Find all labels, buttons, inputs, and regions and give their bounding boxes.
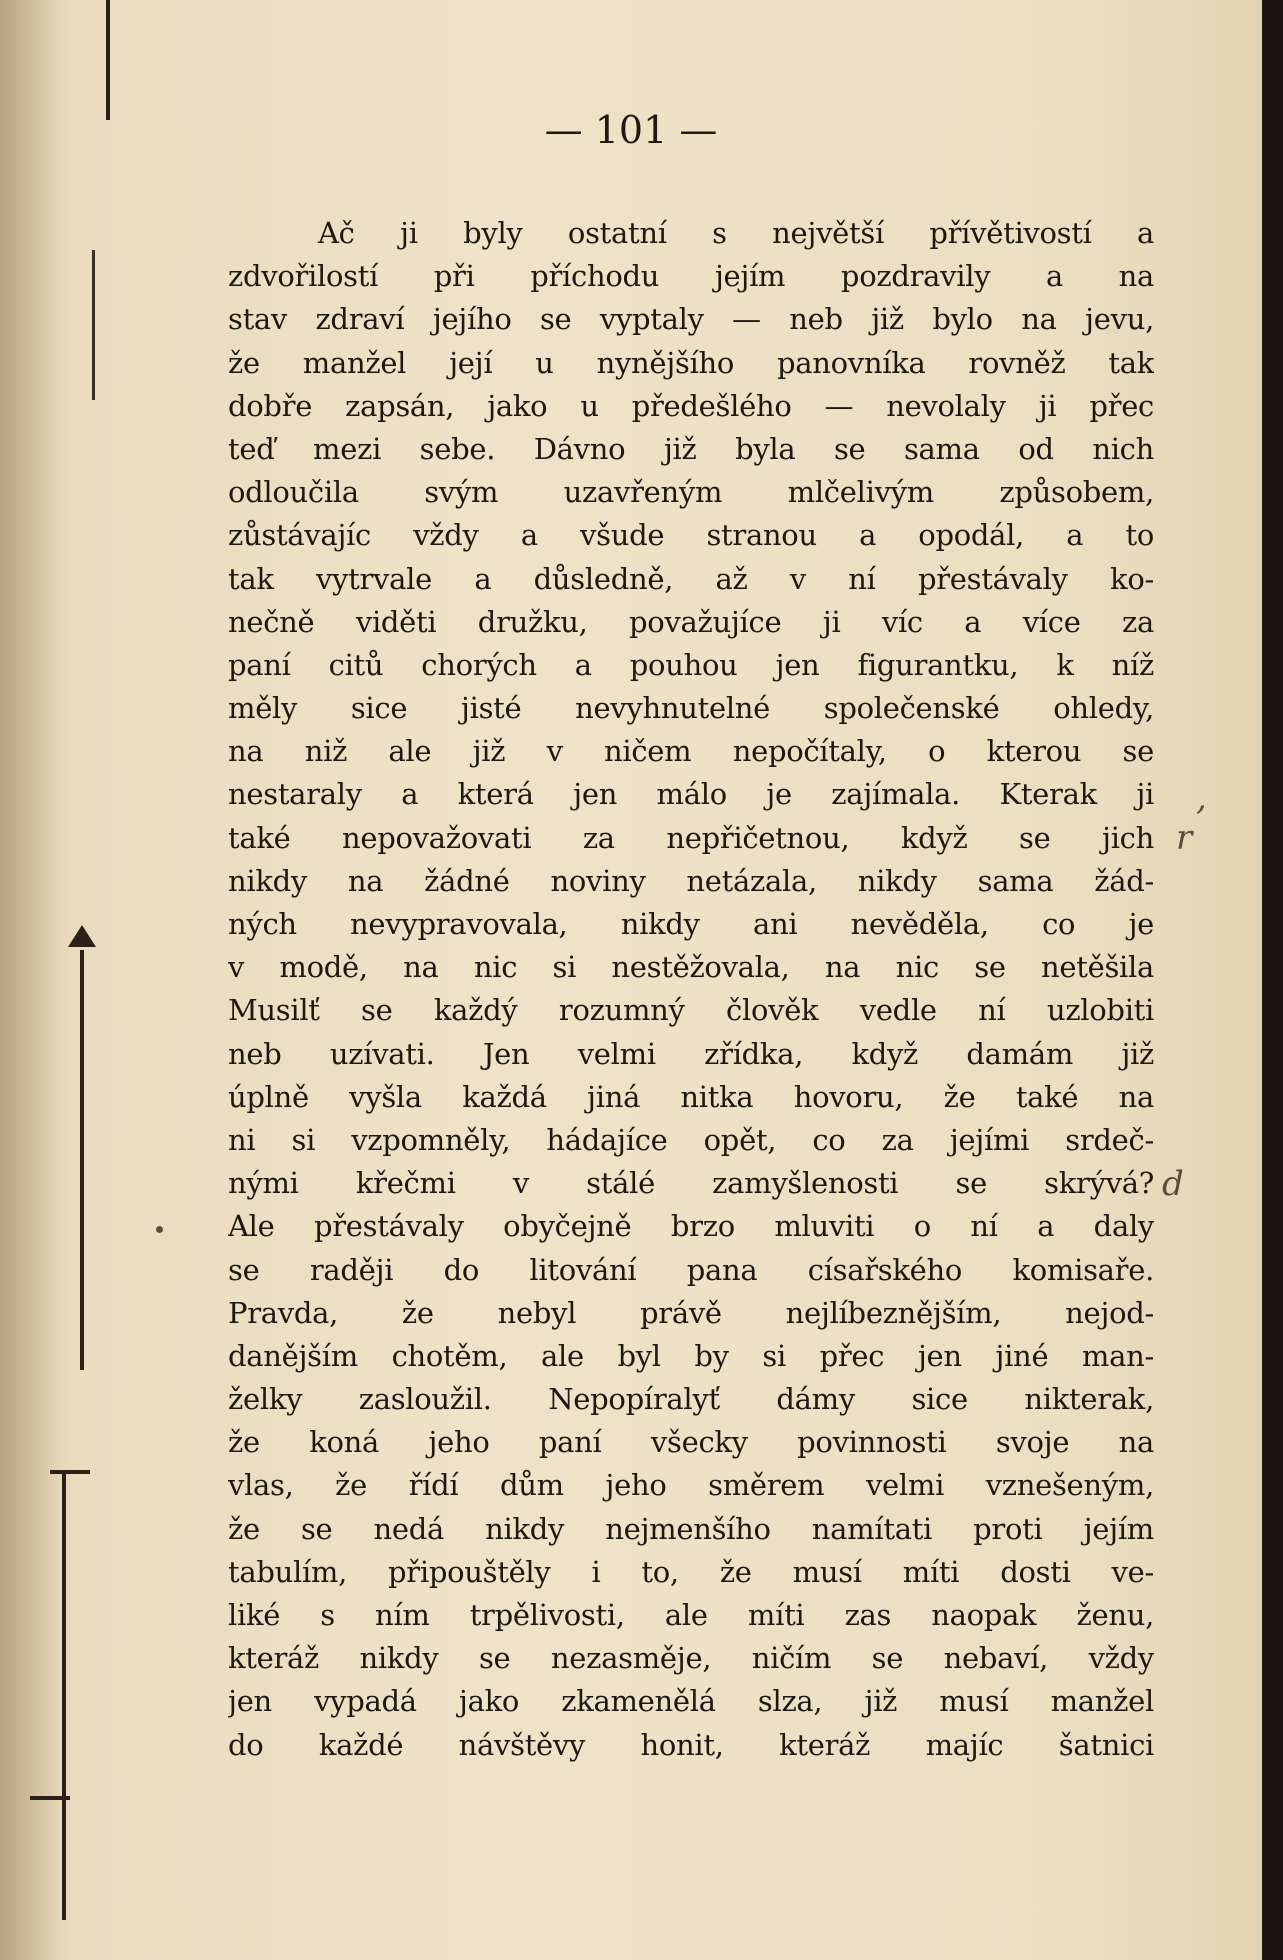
text-line: měly sice jisté nevyhnutelné společenské ohledy, bbox=[228, 691, 1154, 726]
body-text bbox=[228, 212, 1154, 1767]
text-line: tak vytrvale a důsledně, až v ní přestávaly ko- bbox=[228, 561, 1154, 596]
text-line: neb uzívati. Jen velmi zřídka, když damám již bbox=[228, 1036, 1154, 1071]
page-gutter-shadow bbox=[0, 0, 60, 1960]
text-line: paní citů chorých a pouhou jen figurantku, k níž bbox=[228, 647, 1154, 682]
text-line: odloučila svým uzavřeným mlčelivým způsobem, bbox=[228, 475, 1154, 510]
margin-tick-1 bbox=[50, 1470, 90, 1474]
text-line: ni si vzpomněly, hádajíce opět, co za jejími srdeč- bbox=[228, 1122, 1154, 1157]
text-line: na niž ale již v ničem nepočítaly, o kterou se bbox=[228, 734, 1154, 769]
text-line: úplně vyšla každá jiná nitka hovoru, že také na bbox=[228, 1079, 1154, 1114]
text-line: vlas, že řídí dům jeho směrem velmi vznešeným, bbox=[228, 1468, 1154, 1503]
text-line: danějším chotěm, ale byl by si přec jen jiné man- bbox=[228, 1338, 1154, 1373]
margin-note-d: d bbox=[1162, 1164, 1184, 1204]
text-line: zůstávajíc vždy a všude stranou a opodál, a to bbox=[228, 518, 1154, 553]
text-line: nikdy na žádné noviny netázala, nikdy sama žád- bbox=[228, 863, 1154, 898]
margin-dot bbox=[156, 1226, 163, 1233]
margin-rule-upper bbox=[92, 250, 95, 400]
text-line: že koná jeho paní všecky povinnosti svoje na bbox=[228, 1425, 1154, 1460]
text-line: ných nevypravovala, nikdy ani nevěděla, co je bbox=[228, 907, 1154, 941]
text-line: tabulím, připouštěly i to, že musí míti dosti ve- bbox=[228, 1554, 1154, 1589]
text-line: že manžel její u nynějšího panovníka rovněž tak bbox=[228, 345, 1154, 380]
text-line: Ale přestávaly obyčejně brzo mluviti o ní a daly bbox=[228, 1209, 1154, 1244]
text-line: liké s ním trpělivosti, ale míti zas naopak ženu, bbox=[228, 1598, 1154, 1632]
text-line: teď mezi sebe. Dávno již byla se sama od nich bbox=[228, 431, 1154, 466]
text-line: jen vypadá jako zkamenělá slza, již musí manžel bbox=[228, 1684, 1154, 1719]
text-line: Musilť se každý rozumný člověk vedle ní uzlobiti bbox=[228, 993, 1154, 1028]
margin-tick-2 bbox=[30, 1796, 70, 1800]
text-line: se raději do litování pana císařského komisaře. bbox=[228, 1252, 1154, 1287]
text-line: Pravda, že nebyl právě nejlíbeznějším, nejod- bbox=[228, 1295, 1154, 1330]
margin-note-comma: , bbox=[1196, 778, 1207, 818]
margin-rule-mid bbox=[80, 950, 84, 1370]
text-line: Ač ji byly ostatní s největší přívětivostí a bbox=[318, 216, 1154, 250]
text-line: želky zasloužil. Nepopíralyť dámy sice nikterak, bbox=[228, 1382, 1154, 1417]
margin-rule-lower bbox=[62, 1470, 66, 1920]
text-line: v modě, na nic si nestěžovala, na nic se netěšila bbox=[228, 950, 1154, 985]
margin-note-r: r bbox=[1176, 818, 1193, 858]
text-line: dobře zapsán, jako u předešlého — nevolaly ji přec bbox=[228, 388, 1154, 423]
text-line: do každé návštěvy honit, kteráž majíc šatnici bbox=[228, 1727, 1154, 1762]
margin-arrow-icon bbox=[68, 925, 96, 947]
text-line: že se nedá nikdy nejmenšího namítati proti jejím bbox=[228, 1511, 1154, 1546]
margin-rule-top bbox=[106, 0, 110, 120]
text-line: zdvořilostí při příchodu jejím pozdravily a na bbox=[228, 259, 1154, 294]
text-line: kteráž nikdy se nezasměje, ničím se nebaví, vždy bbox=[228, 1641, 1154, 1676]
text-line: také nepovažovati za nepřičetnou, když se jich bbox=[228, 820, 1154, 855]
text-line: nestaraly a která jen málo je zajímala. Kterak ji bbox=[228, 777, 1154, 812]
text-line: nými křečmi v stálé zamyšlenosti se skrývá? bbox=[228, 1166, 1154, 1201]
text-line: nečně viděti družku, považujíce ji víc a více za bbox=[228, 604, 1154, 639]
page-number: — 101 — bbox=[544, 108, 718, 152]
text-line: stav zdraví jejího se vyptaly — neb již bylo na jevu, bbox=[228, 302, 1154, 337]
